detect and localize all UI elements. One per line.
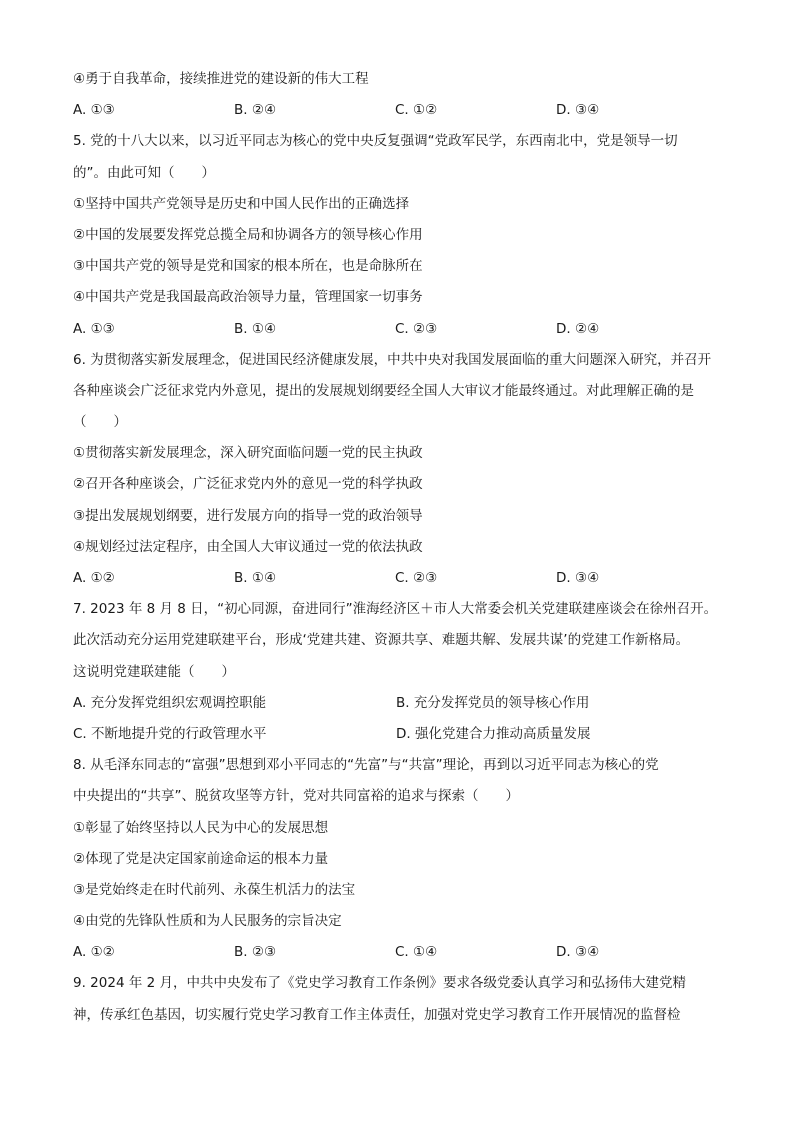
answer-option: D. ③④ xyxy=(556,102,600,119)
text-line: ④中国共产党是我国最高政治领导力量，管理国家一切事务 xyxy=(73,289,423,306)
answer-option: A. 充分发挥党组织宏观调控职能 xyxy=(73,694,267,711)
answer-option: D. 强化党建合力推动高质量发展 xyxy=(396,725,591,742)
answer-options xyxy=(73,563,723,594)
answer-options xyxy=(73,937,723,968)
text-line: ②召开各种座谈会，广泛征求党内外的意见一党的科学执政 xyxy=(73,476,423,493)
answer-option: C. ①② xyxy=(395,102,438,119)
text-line: 8. 从毛泽东同志的“富强”思想到邓小平同志的“先富”与“共富”理论，再到以习近平同志为核心的党 xyxy=(73,757,659,774)
answer-option: C. 不断地提升党的行政管理水平 xyxy=(73,725,267,742)
text-line: ④勇于自我革命，接续推进党的建设新的伟大工程 xyxy=(73,71,369,87)
text-line: 9. 2024 年 2 月，中共中央发布了《党史学习教育工作条例》要求各级党委认真学习和弘扬伟大建党精 xyxy=(73,975,686,992)
answer-options xyxy=(73,95,723,126)
answer-option: B. ①④ xyxy=(234,320,277,337)
text-line: 各种座谈会广泛征求党内外意见，提出的发展规划纲要经全国人大审议才能最终通过。对此理解正确的是 xyxy=(73,382,694,399)
text-line: 7. 2023 年 8 月 8 日，“初心同源，奋进同行”淮海经济区＋市人大常委会机关党建联建座谈会在徐州召开。 xyxy=(73,601,718,618)
text-line: ②中国的发展要发挥党总揽全局和协调各方的领导核心作用 xyxy=(73,226,423,243)
text-line: 此次活动充分运用党建联建平台，形成‘党建共建、资源共享、难题共解、发展共谋’的党建工作新格局。 xyxy=(73,632,690,649)
answer-options xyxy=(73,314,723,345)
answer-option: B. ①④ xyxy=(234,570,277,586)
text-line: 这说明党建联建能（ ） xyxy=(73,663,235,680)
answer-option: C. ②③ xyxy=(395,320,438,337)
answer-option: D. ②④ xyxy=(556,320,600,337)
text-line: ③中国共产党的领导是党和国家的根本所在，也是命脉所在 xyxy=(73,258,423,275)
answer-option: A. ①③ xyxy=(73,102,115,119)
document-body xyxy=(73,64,723,1031)
answer-option: B. ②④ xyxy=(234,102,277,119)
text-line: ④规划经过法定程序，由全国人大审议通过一党的依法执政 xyxy=(73,538,423,555)
answer-option: B. ②③ xyxy=(234,944,277,961)
text-line: ①彰显了始终坚持以人民为中心的发展思想 xyxy=(73,819,329,836)
answer-option: A. ①② xyxy=(73,944,115,961)
answer-options xyxy=(73,719,723,750)
text-line: ③提出发展规划纲要，进行发展方向的指导一党的政治领导 xyxy=(73,507,423,524)
answer-options xyxy=(73,688,723,719)
text-line: 神，传承红色基因，切实履行党史学习教育工作主体责任，加强对党史学习教育工作开展情况的监督检 xyxy=(73,1006,681,1023)
text-line: ①贯彻落实新发展理念，深入研究面临问题一党的民主执政 xyxy=(73,445,423,462)
text-line: ①坚持中国共产党领导是历史和中国人民作出的正确选择 xyxy=(73,195,410,212)
answer-option: D. ③④ xyxy=(556,944,600,961)
text-line: ④由党的先锋队性质和为人民服务的宗旨决定 xyxy=(73,913,342,930)
answer-option: C. ②③ xyxy=(395,570,438,586)
text-line: ②体现了党是决定国家前途命运的根本力量 xyxy=(73,850,329,867)
text-line: （ ） xyxy=(73,414,127,431)
answer-option: A. ①② xyxy=(73,570,115,586)
text-line: 中央提出的“共享”、脱贫攻坚等方针，党对共同富裕的追求与探索（ ） xyxy=(73,788,519,805)
text-line: 5. 党的十八大以来，以习近平同志为核心的党中央反复强调“党政军民学，东西南北中，党是领导一切 xyxy=(73,133,678,150)
answer-option: A. ①③ xyxy=(73,320,115,337)
text-line: 6. 为贯彻落实新发展理念，促进国民经济健康发展，中共中央对我国发展面临的重大问题深入研究，并召开 xyxy=(73,351,712,368)
answer-option: D. ③④ xyxy=(556,570,600,586)
answer-option: C. ①④ xyxy=(395,944,438,961)
text-line: 的”。由此可知（ ） xyxy=(73,164,215,181)
answer-option: B. 充分发挥党员的领导核心作用 xyxy=(396,694,590,711)
text-line: ③是党始终走在时代前列、永葆生机活力的法宝 xyxy=(73,881,356,898)
